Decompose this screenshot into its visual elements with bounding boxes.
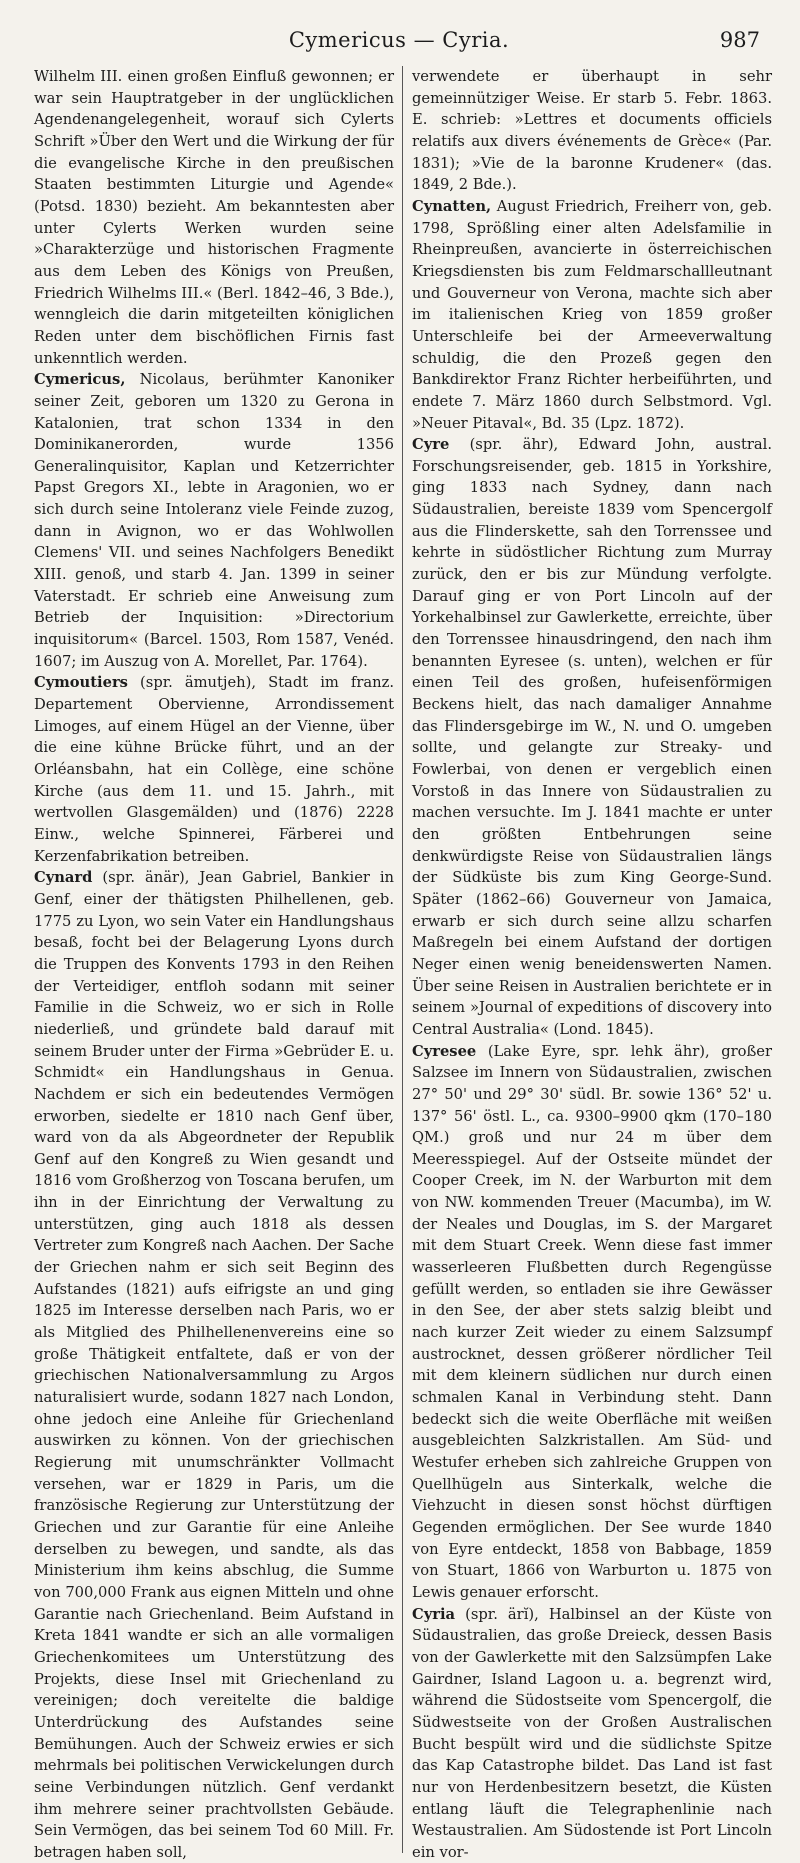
running-title: Cymericus — Cyria. — [288, 28, 510, 52]
entry-cyria — [412, 1604, 772, 1863]
entry-headword: Cymericus, — [34, 371, 126, 389]
entry-cyresee — [412, 1041, 772, 1604]
entry-text: Nicolaus, berühmter Kanoniker seiner Zeit, geboren um 1320 zu Gerona in Katalonien, trat schon 1334 in den Dominikanerorden, wurde 1356 Generalinquisitor, Kaplan und Ketzerrichter Papst Gregors XI., lebte in Aragonien, wo er sich durch seine Intoleranz viele Feinde zuzog, dann in Avignon, wo er das Wohlwollen Clemens' VII. und seines Nachfolgers Benedikt XIII. genoß, und starb 4. Jan. 1399 in seiner Vaterstadt. Er schrieb eine Anweisung zum Betrieb der Inquisition: »Directorium inquisitorum« (Barcel. 1503, Rom 1587, Venéd. 1607; im Auszug von A. Morellet, Par. 1764). — [34, 371, 395, 670]
entry-continuation — [412, 66, 772, 196]
entry-headword: Cyria — [412, 1605, 456, 1623]
entry-cymoutiers — [34, 672, 394, 867]
entry-headword: Cynatten, — [412, 197, 492, 215]
entry-continuation — [34, 66, 394, 369]
entry-headword: Cyre — [412, 436, 450, 454]
entry-text: Wilhelm III. einen großen Einfluß gewonnen; er war sein Hauptratgeber in der unglücklichen Agendenangelegenheit, worauf sich Cylerts Schrift »Über den Wert und die Wirkung der für die evangelische Kirche in den preußischen Staaten bestimmten Liturgie und Agende« (Potsd. 1830) bezieht. Am bekanntesten aber unter Cylerts Werken wurden seine »Charakterzüge und historischen Fragmente aus dem Leben des Königs von Preußen, Friedrich Wilhelms III.« (Berl. 1842–46, 3 Bde.), wenngleich die darin mitgeteilten königlichen Reden unter dem bischöflichen Firnis fast unkenntlich werden. — [34, 68, 395, 367]
entry-text: (spr. änär), Jean Gabriel, Bankier in Genf, einer der thätigsten Philhellenen, geb. 1775 zu Lyon, wo sein Vater ein Handlungshaus besaß, focht bei der Belagerung Lyons durch die Truppen des Konvents 1793 in den Reihen der Verteidiger, entfloh sodann mit seiner Familie in die Schweiz, wo er sich in Rolle niederließ, und gründete bald darauf mit seinem Bruder unter der Firma »Gebrüder E. u. Schmidt« ein Handlungshaus in Genua. Nachdem er sich ein bedeutendes Vermögen erworben, siedelte er 1810 nach Genf über, ward von da als Abgeordneter der Republik Genf auf den Kongreß zu Wien gesandt und 1816 vom Großherzog von Toscana berufen, um ihn in der Einrichtung der Verwaltung zu unterstützen, ging auch 1818 als dessen Vertreter zum Kongreß nach Aachen. Der Sache der Griechen nahm er sich seit Beginn des Aufstandes (1821) aufs eifrigste an und ging 1825 im Interesse derselben nach Paris, wo er als Mitglied des Philhellenenvereins eine so große Thätigkeit entfaltete, daß er von der griechischen Nationalversammlung zu Argos naturalisiert wurde, sodann 1827 nach London, ohne jedoch eine Anleihe für Griechenland auswirken zu können. Von der griechischen Regierung mit unumschränkter Vollmacht versehen, war er 1829 in Paris, um die französische Regierung zur Unterstützung der Griechen und zur Garantie für eine Anleihe derselben zu bewegen, und sandte, als das Ministerium ihm keins abschlug, die Summe von 700,000 Frank aus eignen Mitteln und ohne Garantie nach Griechenland. Beim Aufstand in Kreta 1841 wandte er sich an alle vormaligen Griechenkomitees um Unterstützung des Projekts, diese Insel mit Griechenland zu vereinigen; doch vereitelte die baldige Unterdrückung des Aufstandes seine Bemühungen. Auch der Schweiz erwies er sich mehrmals bei politischen Verwickelungen durch seine Verbindungen nützlich. Genf verdankt ihm mehrere seiner prachtvollsten Gebäude. Sein Vermögen, das bei seinem Tod 60 Mill. Fr. betragen haben soll, — [34, 869, 395, 1861]
entry-headword: Cynard — [34, 869, 93, 887]
entry-text: (Lake Eyre, spr. lehk ähr), großer Salzsee im Innern von Südaustralien, zwischen 27° 50' und 29° 30' südl. Br. sowie 136° 52' u. 137° 56' östl. L., ca. 9300–9900 qkm (170–180 QM.) groß und nur 24 m über dem Meeresspiegel. Auf der Ostseite mündet der Cooper Creek, im N. der Warburton mit dem von NW. kommenden Treuer (Macumba), im W. der Neales und Douglas, im S. der Margaret mit dem Stuart Creek. Wenn diese fast immer wasserleeren Flußbetten durch Regengüsse gefüllt werden, so entladen sie ihre Gewässer in den See, der aber stets salzig bleibt und nach kurzer Zeit wieder zu einem Salzsumpf austrocknet, dessen größerer nördlicher Teil mit dem kleinern südlichen nur durch einen schmalen Kanal in Verbindung steht. Dann bedeckt sich die weite Oberfläche mit weißen ausgebleichten Salzkristallen. Am Süd- und Westufer erheben sich zahlreiche Gruppen von Quellhügeln aus Sinterkalk, welche die Viehzucht in diesen sonst höchst dürftigen Gegenden ermöglichen. Der See wurde 1840 von Eyre entdeckt, 1858 von Babbage, 1859 von Stuart, 1866 von Warburton u. 1875 von Lewis genauer erforscht. — [412, 1042, 773, 1601]
entry-text: August Friedrich, Freiherr von, geb. 1798, Sprößling einer alten Adelsfamilie in Rheinpreußen, avancierte in österreichischen Kriegsdiensten bis zum Feldmarschallleutnant und Gouverneur von Verona, machte sich aber im italienischen Krieg von 1859 großer Unterschleife bei der Armeeverwaltung schuldig, die den Prozeß gegen den Bankdirektor Franz Richter herbeiführten, und endete 7. März 1860 durch Selbstmord. Vgl. »Neuer Pitaval«, Bd. 35 (Lpz. 1872). — [412, 197, 772, 432]
entry-cyre — [412, 434, 772, 1040]
entry-text: (spr. ähr), Edward John, austral. Forschungsreisender, geb. 1815 in Yorkshire, ging 1833 nach Sydney, dann nach Südaustralien, bereiste 1839 vom Spencergolf aus die Flinderskette, sah den Torrenssee und kehrte in südöstlicher Richtung zum Murray zurück, den er bis zur Mündung verfolgte. Darauf ging er von Port Lincoln auf der Yorkehalbinsel zur Gawlerkette, erreichte, über den Torrenssee hinausdringend, den nach ihm benannten Eyresee (s. unten), welchen er für einen Teil des großen, hufeisenförmigen Beckens hielt, das nach damaliger Annahme das Flindersgebirge im W., N. und O. umgeben sollte, und gelangte zur Streaky- und Fowlerbai, von denen er vergeblich einen Vorstoß in das Innere von Südaustralien zu machen versuchte. Im J. 1841 machte er unter den größten Entbehrungen seine denkwürdigste Reise von Südaustralien längs der Südküste bis zum King George-Sund. Später (1862–66) Gouverneur von Jamaica, erwarb er sich durch seine allzu scharfen Maßregeln bei einem Aufstand der dortigen Neger einen wenig beneidenswerten Namen. Über seine Reisen in Australien berichtete er in seinem »Journal of expeditions of discovery into Central Australia« (Lond. 1845). — [412, 436, 772, 1038]
entry-headword: Cyresee — [412, 1042, 477, 1060]
page-number: 987 — [719, 28, 760, 52]
left-column — [34, 66, 402, 1861]
text-columns — [34, 66, 773, 1861]
entry-cynatten — [412, 196, 772, 434]
entry-text: (spr. ärĭ), Halbinsel an der Küste von Südaustralien, das große Dreieck, dessen Basis von der Gawlerkette mit den Salzsümpfen Lake Gairdner, Island Lagoon u. a. begrenzt wird, während die Südostseite vom Spencergolf, die Südwestseite von der Großen Australischen Bucht bespült wird und die südlichste Spitze das Kap Catastrophe bildet. Das Land ist fast nur von Herdenbesitzern besetzt, die Küsten entlang läuft die Telegraphenlinie nach Westaustralien. Am Südostende ist Port Lincoln ein vor- — [412, 1605, 772, 1861]
entry-headword: Cymoutiers — [34, 674, 128, 692]
entry-text: (spr. ämutjeh), Stadt im franz. Departement Obervienne, Arrondissement Limoges, auf einem Hügel an der Vienne, über die eine kühne Brücke führt, und an der Orléansbahn, hat ein Collège, eine schöne Kirche (aus dem 11. und 15. Jahrh., mit wertvollen Glasgemälden) und (1876) 2228 Einw., welche Spinnerei, Färberei und Kerzenfabrikation betreiben. — [34, 674, 394, 865]
page-header — [34, 26, 764, 66]
entry-cymericus — [34, 369, 394, 672]
right-column — [403, 66, 773, 1861]
entry-text: verwendete er überhaupt in sehr gemeinnütziger Weise. Er starb 5. Febr. 1863. E. schrieb: »Lettres et documents officiels relatifs aux divers événements de Grèce« (Par. 1831); »Vie de la baronne Krudener« (das. 1849, 2 Bde.). — [412, 68, 772, 194]
entry-cynard — [34, 867, 394, 1863]
